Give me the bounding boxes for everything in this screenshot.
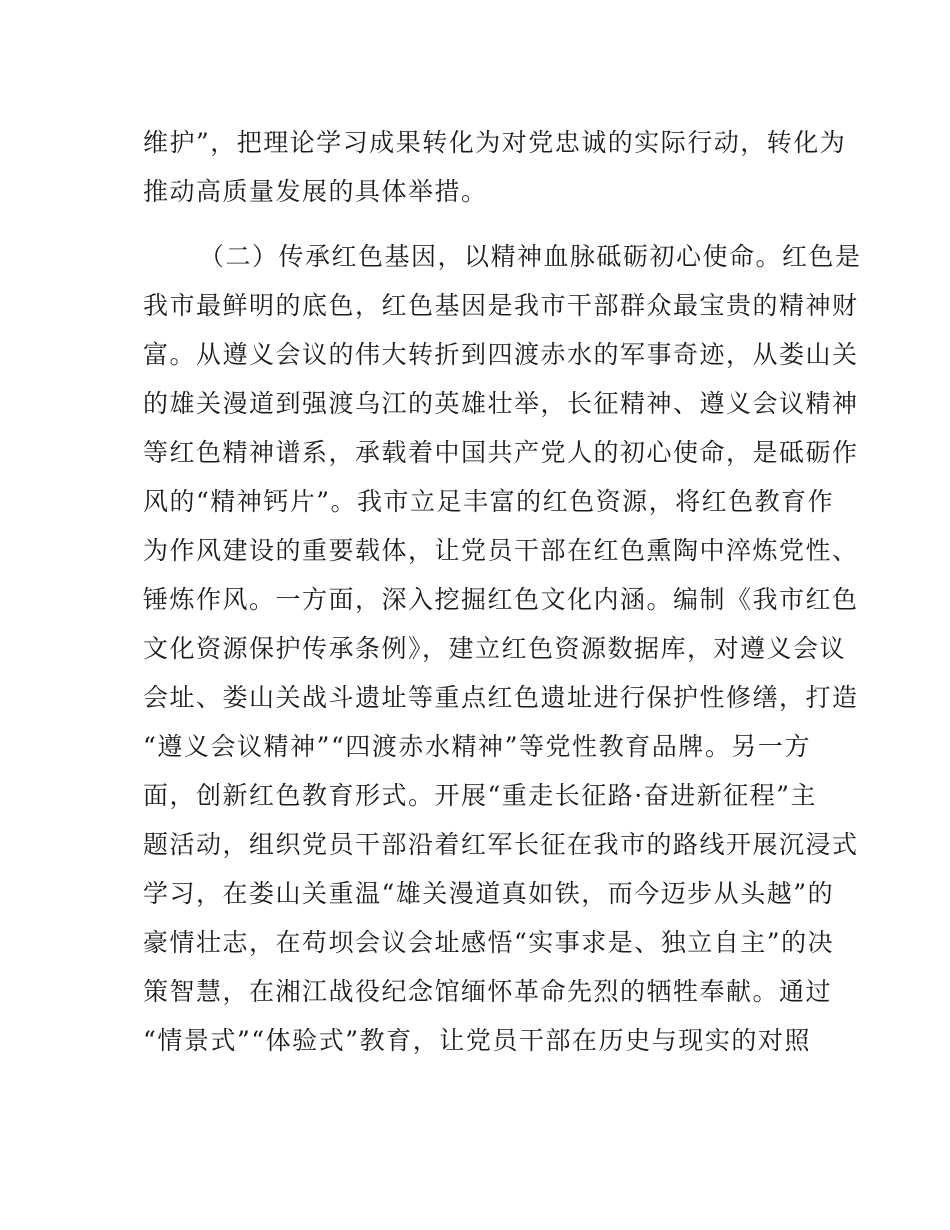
paragraph-red-gene xyxy=(143,232,862,1065)
text-line: 会址、娄山关战斗遗址等重点红色遗址进行保护性修缮，打造 xyxy=(143,683,859,712)
text-line: 为作风建设的重要载体，让党员干部在红色熏陶中淬炼党性、 xyxy=(143,536,859,565)
text-line: 的雄关漫道到强渡乌江的英雄壮举，长征精神、遵义会议精神 xyxy=(143,389,859,418)
text-line: 策智慧，在湘江战役纪念馆缅怀革命先烈的牺牲奉献。通过 xyxy=(143,977,833,1006)
text-line: 文化资源保护传承条例》，建立红色资源数据库，对遵义会议 xyxy=(143,634,847,663)
text-line: 学习，在娄山关重温“雄关漫道真如铁，而今迈步从头越”的 xyxy=(143,879,835,908)
text-line: 风的“精神钙片”。我市立足丰富的红色资源，将红色教育作 xyxy=(143,487,835,516)
text-line: 我市最鲜明的底色，红色基因是我市干部群众最宝贵的精神财 xyxy=(143,291,859,320)
text-line: 维护”，把理论学习成果转化为对党忠诚的实际行动，转化为 xyxy=(143,128,847,157)
text-line: 题活动，组织党员干部沿着红军长征在我市的路线开展沉浸式 xyxy=(143,830,859,859)
text-line: “遵义会议精神”“四渡赤水精神”等党性教育品牌。另一方 xyxy=(143,732,811,761)
text-line: 豪情壮志，在苟坝会议会址感悟“实事求是、独立自主”的决 xyxy=(143,928,835,957)
text-line: “情景式”“体验式”教育，让党员干部在历史与现实的对照 xyxy=(143,1026,811,1055)
text-line: 推动高质量发展的具体举措。 xyxy=(143,177,488,206)
text-line: 面，创新红色教育形式。开展“重走长征路·奋进新征程”主 xyxy=(143,781,818,810)
text-line: 富。从遵义会议的伟大转折到四渡赤水的军事奇迹，从娄山关 xyxy=(143,340,859,369)
paragraph-continued xyxy=(143,118,847,216)
paragraph-heading-line: （二）传承红色基因，以精神血脉砥砺初心使命。红色是 xyxy=(199,242,862,271)
text-line: 等红色精神谱系，承载着中国共产党人的初心使命，是砥砺作 xyxy=(143,438,859,467)
text-line: 锤炼作风。一方面，深入挖掘红色文化内涵。编制《我市红色 xyxy=(143,585,859,614)
